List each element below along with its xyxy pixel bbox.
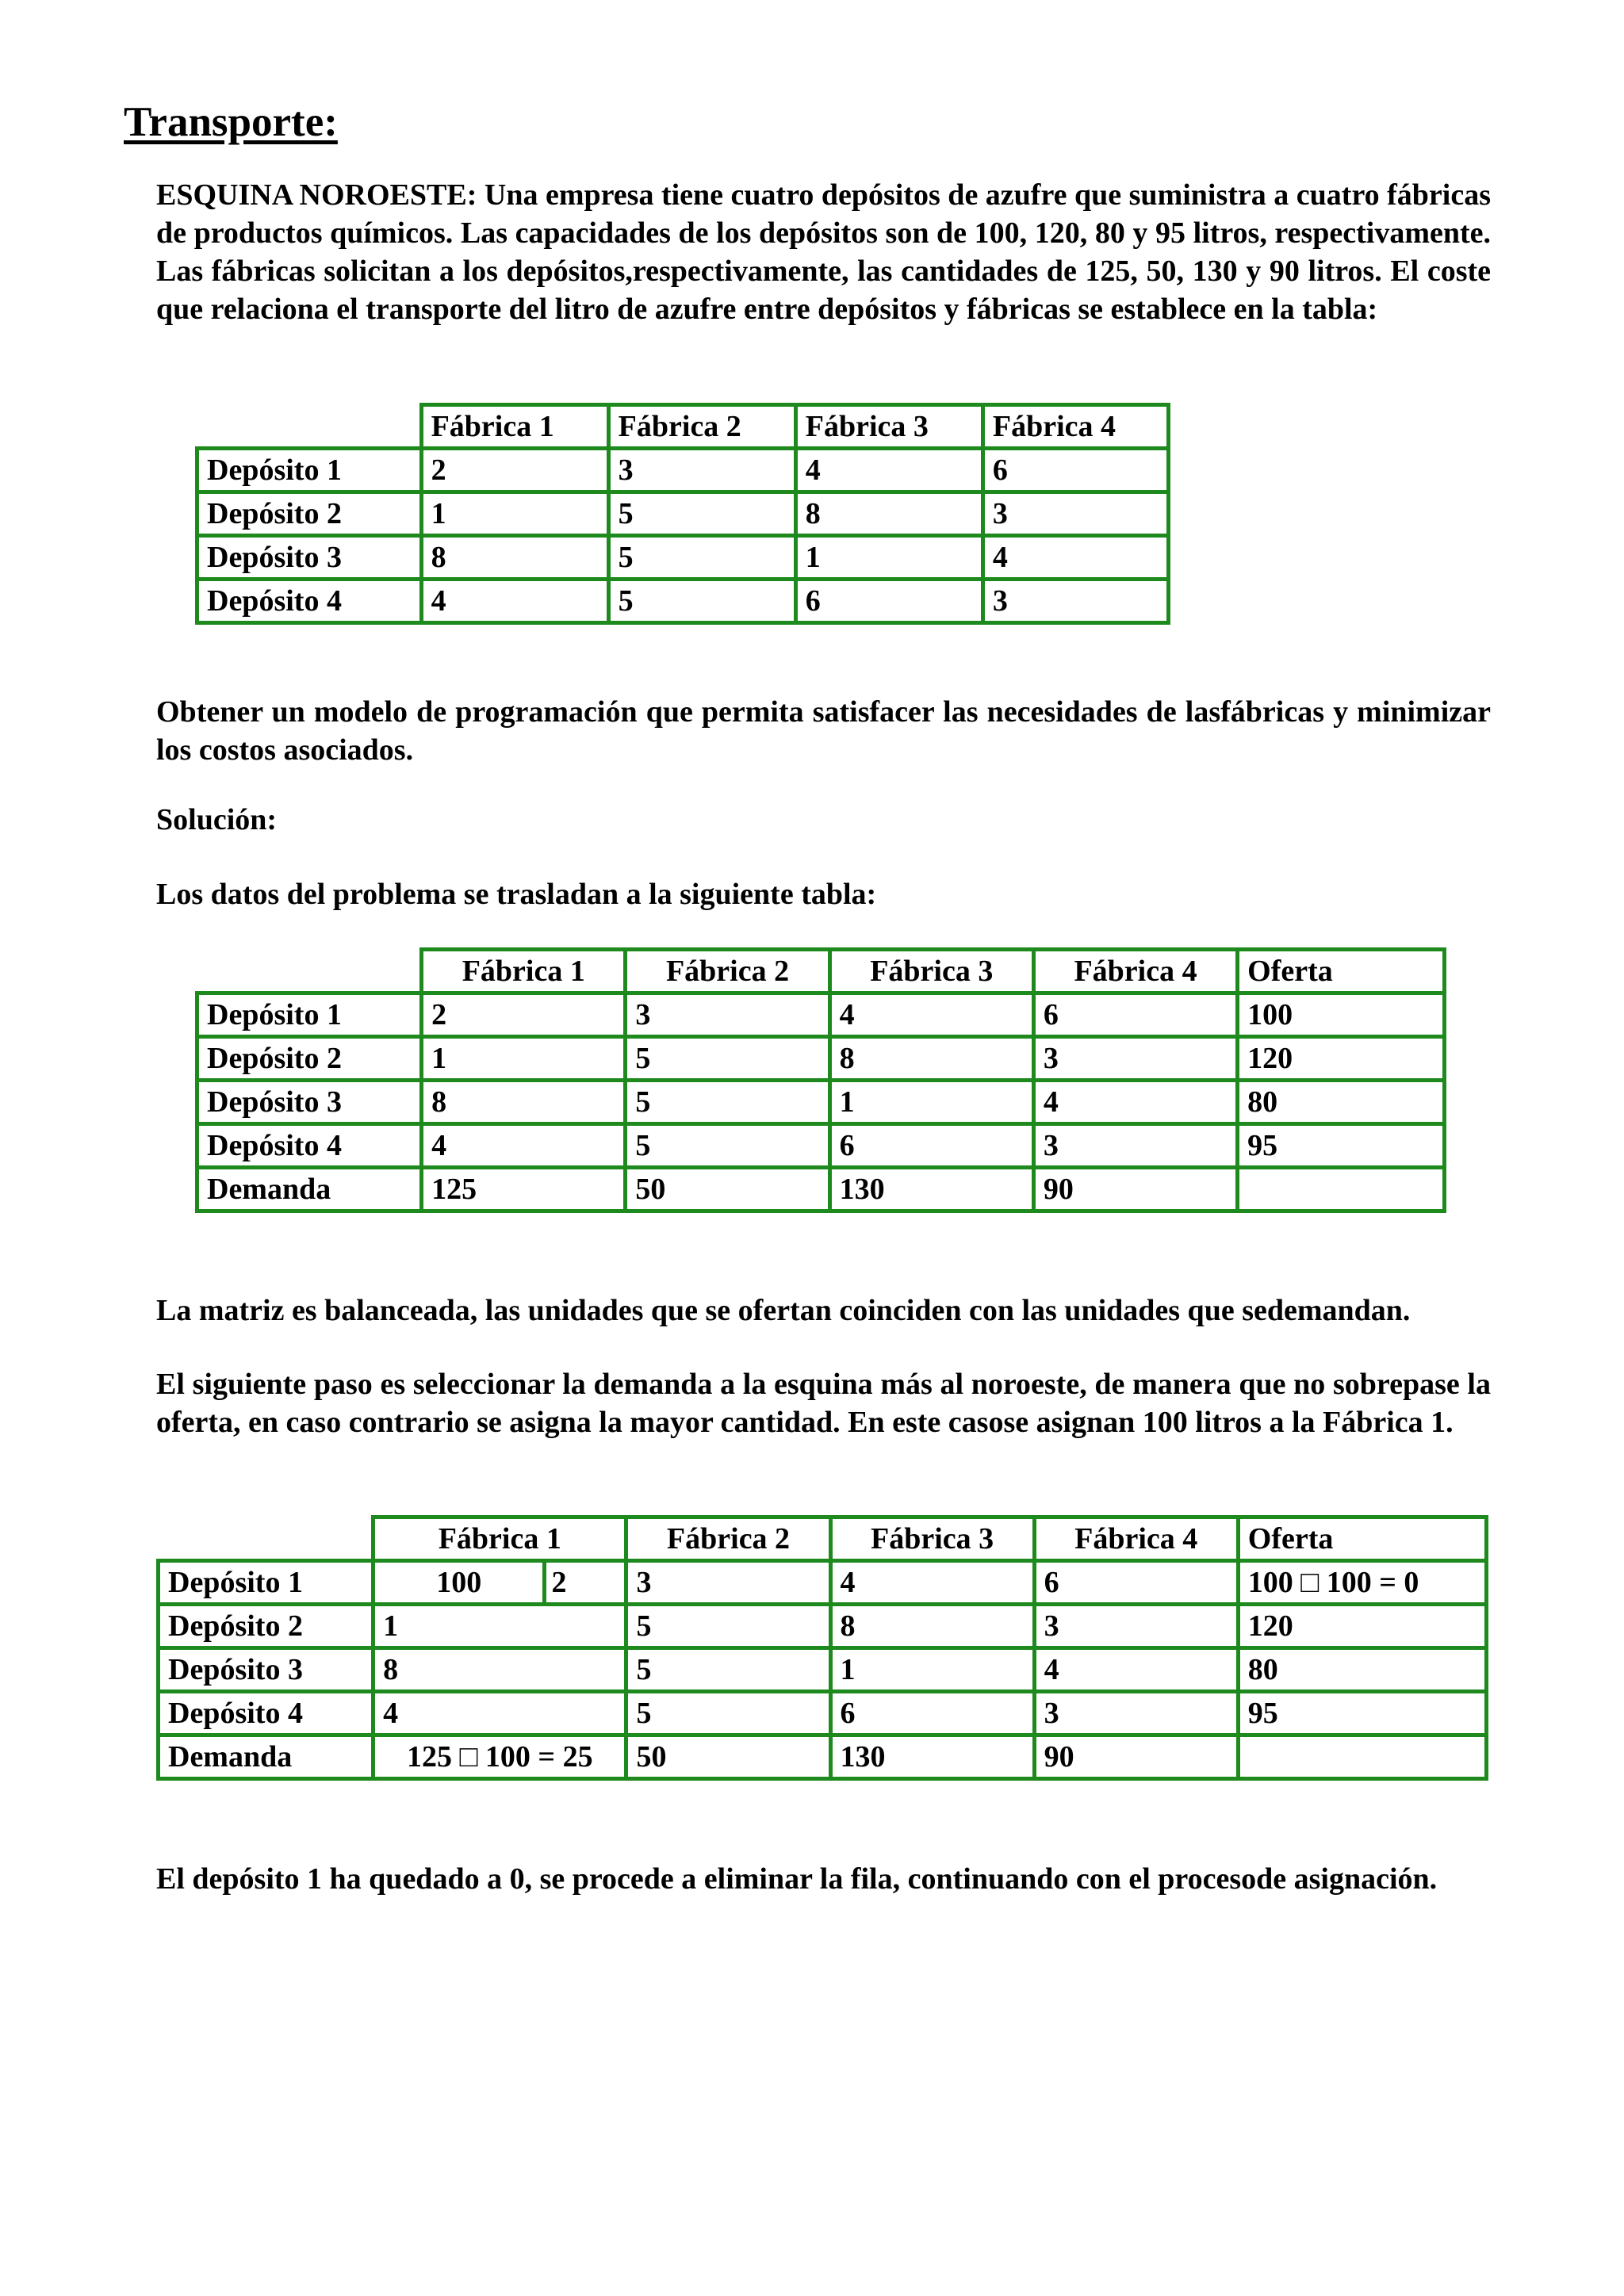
table-cell: 5 [626,1037,829,1081]
next-step-paragraph: El siguiente paso es seleccionar la demanda a la esquina más al noroeste, de manera que no sobrepase la oferta, en caso contrario se asigna la mayor cantidad. En este casose asignan 100 litros a la Fábrica 1. [156,1368,1491,1439]
table-cell: 2 [421,449,608,492]
column-header: Fábrica 3 [830,1517,1034,1561]
supply-cell: 80 [1238,1648,1486,1692]
table-cell: 6 [795,580,982,623]
table-cell: 3 [1033,1124,1237,1168]
demand-cell [1238,1735,1486,1779]
table-cell: 4 [421,580,608,623]
table-cell: 3 [626,1561,830,1605]
row-label: Depósito 2 [197,1037,422,1081]
table-cell: 6 [982,449,1168,492]
supply-demand-table [195,947,1446,1213]
table-row [197,536,1169,580]
row-label: Depósito 1 [197,993,422,1037]
column-header: Fábrica 3 [829,950,1033,993]
data-intro-paragraph: Los datos del problema se trasladan a la siguiente tabla: [156,878,877,911]
table-row [197,449,1169,492]
table-cell: 4 [1034,1648,1238,1692]
table-cell: 4 [829,993,1033,1037]
table-row [197,993,1445,1037]
page-title: Transporte: [124,99,338,145]
balanced-paragraph: La matriz es balanceada, las unidades que se ofertan coinciden con las unidades que sedemandan. [156,1294,1411,1327]
demand-cell: 50 [626,1735,830,1779]
table-row [159,1648,1487,1692]
column-header: Fábrica 2 [608,405,795,449]
table-cell: 4 [1033,1081,1237,1124]
supply-cell: 120 [1238,1605,1486,1648]
table-cell: 6 [829,1124,1033,1168]
table-cell: 3 [1033,1037,1237,1081]
table-cell: 8 [830,1605,1034,1648]
row-label: Depósito 4 [197,1124,422,1168]
table-cell: 6 [830,1692,1034,1735]
solution-heading: Solución: [156,803,278,836]
allocated-cell [373,1561,626,1605]
table-cell: 1 [422,1037,626,1081]
demand-row [159,1735,1487,1779]
row-label: Depósito 2 [159,1605,373,1648]
table-cell: 4 [373,1692,626,1735]
table-cell: 8 [421,536,608,580]
column-header: Fábrica 1 [373,1517,626,1561]
allocation-table [156,1515,1488,1781]
table-cell: 5 [608,536,795,580]
allocation-value: 100 [436,1566,482,1599]
supply-cell: 120 [1238,1037,1445,1081]
column-header: Fábrica 4 [1033,950,1237,993]
table-cell: 2 [422,993,626,1037]
demand-cell: 90 [1033,1168,1237,1211]
table-cell: 3 [1034,1692,1238,1735]
demand-cell: 125 □ 100 = 25 [373,1735,626,1779]
demand-cell: 130 [829,1168,1033,1211]
cost-value: 2 [542,1563,624,1602]
column-header: Fábrica 2 [626,1517,830,1561]
supply-cell: 100 □ 100 = 0 [1238,1561,1486,1605]
table-cell: 8 [795,492,982,536]
demand-row [197,1168,1445,1211]
intro-paragraph: ESQUINA NOROESTE: Una empresa tiene cuatro depósitos de azufre que suministra a cuatro fábricas de productos químicos. Las capacidades de los depósitos son de 100, 120, 80 y 95 litros, respectivamente. Las fábricas solicitan a los depósitos,respectivamente, las cantidades de 125, 50, 130 y 90 litros. El coste que relaciona el transporte del litro de azufre entre depósitos y fábricas se establece en la tabla: [156,178,1491,326]
table-cell: 5 [626,1692,830,1735]
conclusion-paragraph: El depósito 1 ha quedado a 0, se procede a eliminar la fila, continuando con el procesode asignación. [156,1862,1438,1896]
column-header: Fábrica 1 [421,405,608,449]
supply-cell: 95 [1238,1124,1445,1168]
table-header-row [197,405,1169,449]
row-label: Depósito 2 [197,492,422,536]
table-cell: 4 [830,1561,1034,1605]
demand-cell: 130 [830,1735,1034,1779]
table-cell: 8 [829,1037,1033,1081]
table-cell: 1 [830,1648,1034,1692]
demand-cell: 90 [1034,1735,1238,1779]
row-label: Depósito 3 [159,1648,373,1692]
table-cell: 1 [373,1605,626,1648]
table-cell: 3 [608,449,795,492]
column-header: Fábrica 3 [795,405,982,449]
cost-table [195,403,1170,625]
table-row [159,1605,1487,1648]
demand-cell: 125 [422,1168,626,1211]
table-cell: 1 [795,536,982,580]
row-label: Depósito 4 [197,580,422,623]
demand-cell [1238,1168,1445,1211]
column-header: Fábrica 4 [982,405,1168,449]
row-label: Depósito 3 [197,536,422,580]
table-cell: 5 [608,492,795,536]
table-cell: 4 [982,536,1168,580]
table-cell: 6 [1034,1561,1238,1605]
row-label: Depósito 4 [159,1692,373,1735]
table-row [197,1037,1445,1081]
table-cell: 1 [421,492,608,536]
row-label: Depósito 3 [197,1081,422,1124]
supply-cell: 95 [1238,1692,1486,1735]
table-cell: 8 [422,1081,626,1124]
table-cell: 5 [626,1124,829,1168]
table-cell: 1 [829,1081,1033,1124]
table-cell: 8 [373,1648,626,1692]
demand-cell: 50 [626,1168,829,1211]
row-label: Demanda [197,1168,422,1211]
row-label: Depósito 1 [159,1561,373,1605]
column-header: Fábrica 2 [626,950,829,993]
table-cell: 3 [982,492,1168,536]
supply-cell: 80 [1238,1081,1445,1124]
table-row [197,580,1169,623]
table-cell: 3 [626,993,829,1037]
column-header: Oferta [1238,950,1445,993]
table-cell: 5 [626,1081,829,1124]
row-label: Demanda [159,1735,373,1779]
objective-paragraph: Obtener un modelo de programación que permita satisfacer las necesidades de lasfábricas y minimizar los costos asociados. [156,695,1491,767]
table-row [159,1561,1487,1605]
row-label: Depósito 1 [197,449,422,492]
table-cell: 5 [626,1605,830,1648]
column-header: Fábrica 1 [422,950,626,993]
table-cell: 5 [626,1648,830,1692]
table-header-row [159,1517,1487,1561]
table-row [159,1692,1487,1735]
table-row [197,1081,1445,1124]
column-header: Oferta [1238,1517,1486,1561]
table-header-row [197,950,1445,993]
supply-cell: 100 [1238,993,1445,1037]
table-row [197,1124,1445,1168]
table-cell: 4 [422,1124,626,1168]
table-cell: 6 [1033,993,1237,1037]
table-cell: 4 [795,449,982,492]
column-header: Fábrica 4 [1034,1517,1238,1561]
table-row [197,492,1169,536]
table-cell: 5 [608,580,795,623]
table-cell: 3 [1034,1605,1238,1648]
table-cell: 3 [982,580,1168,623]
